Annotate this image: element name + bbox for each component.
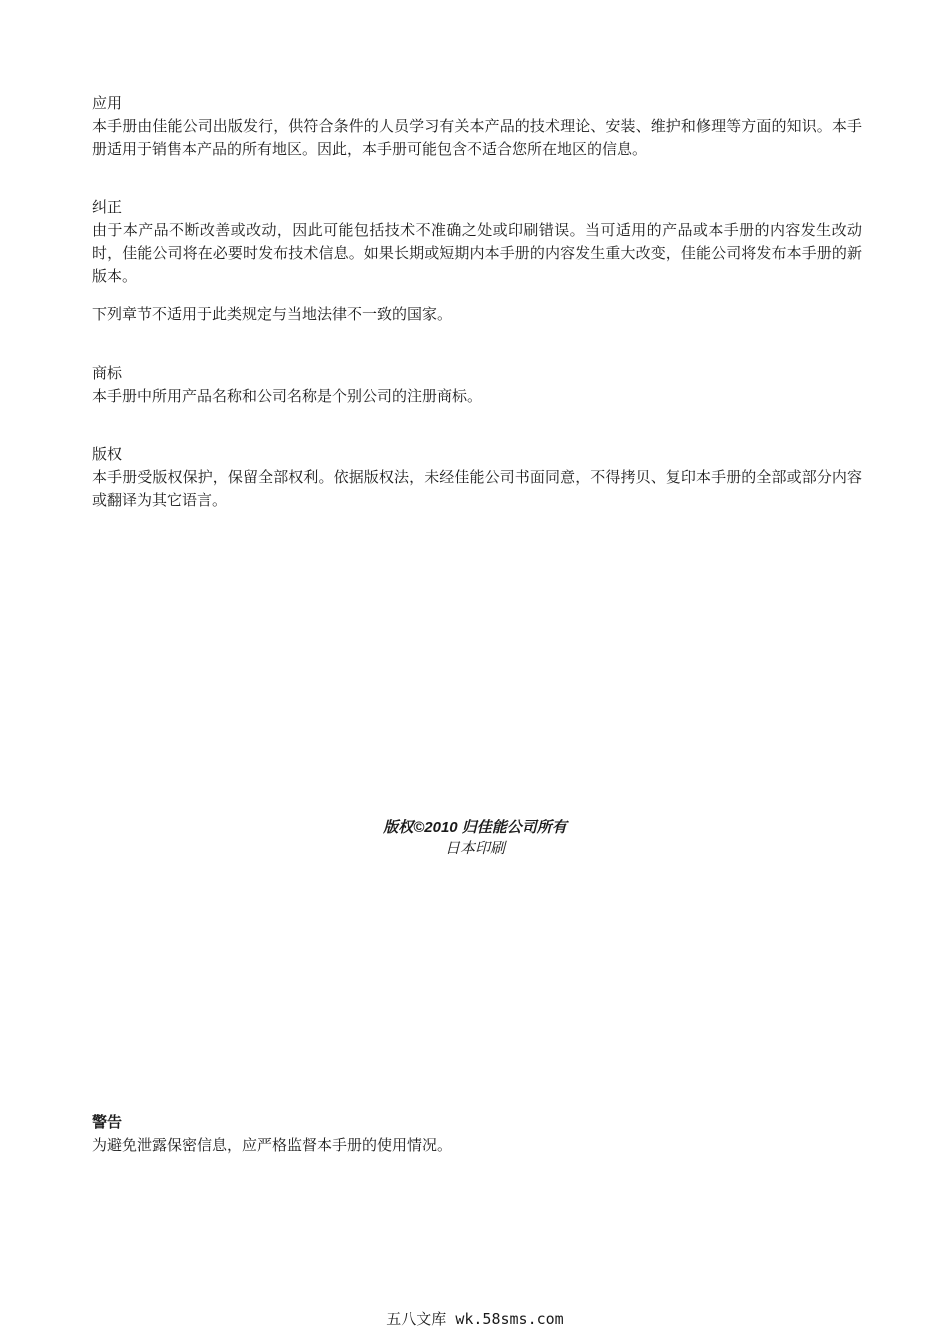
warning-text: 为避免泄露保密信息，应严格监督本手册的使用情况。 [92, 1136, 453, 1154]
section-trademark [92, 362, 862, 408]
section-paragraph: 本手册由佳能公司出版发行，供符合条件的人员学习有关本产品的技术理论、安装、维护和修理等方面的知识。本手册适用于销售本产品的所有地区。因此，本手册可能包含不适合您所在地区的信息。 [92, 117, 862, 158]
section-copyright [92, 443, 862, 512]
warning-section [92, 1111, 862, 1157]
section-paragraph: 本手册中所用产品名称和公司名称是个别公司的注册商标。 [92, 387, 483, 405]
footer-watermark: 五八文库 wk.58sms.com [386, 1310, 564, 1328]
warning-title: 警告 [92, 1113, 123, 1131]
copyright-line: 版权©2010 归佳能公司所有 [383, 819, 567, 836]
section-heading: 商标 [92, 364, 123, 382]
printed-in-line: 日本印刷 [444, 840, 505, 857]
section-correction [92, 196, 862, 326]
section-note: 下列章节不适用于此类规定与当地法律不一致的国家。 [92, 305, 453, 323]
section-paragraph: 本手册受版权保护，保留全部权利。依据版权法，未经佳能公司书面同意，不得拷贝、复印本手册的全部或部分内容或翻译为其它语言。 [92, 468, 862, 509]
section-heading: 纠正 [92, 198, 123, 216]
copyright-notice [0, 817, 950, 859]
section-heading: 应用 [92, 94, 123, 112]
section-heading: 版权 [92, 445, 123, 463]
section-paragraph: 由于本产品不断改善或改动，因此可能包括技术不准确之处或印刷错误。当可适用的产品或本手册的内容发生改动时，佳能公司将在必要时发布技术信息。如果长期或短期内本手册的内容发生重大改变，佳能公司将发布本手册的新版本。 [92, 221, 862, 285]
section-application [92, 92, 862, 161]
